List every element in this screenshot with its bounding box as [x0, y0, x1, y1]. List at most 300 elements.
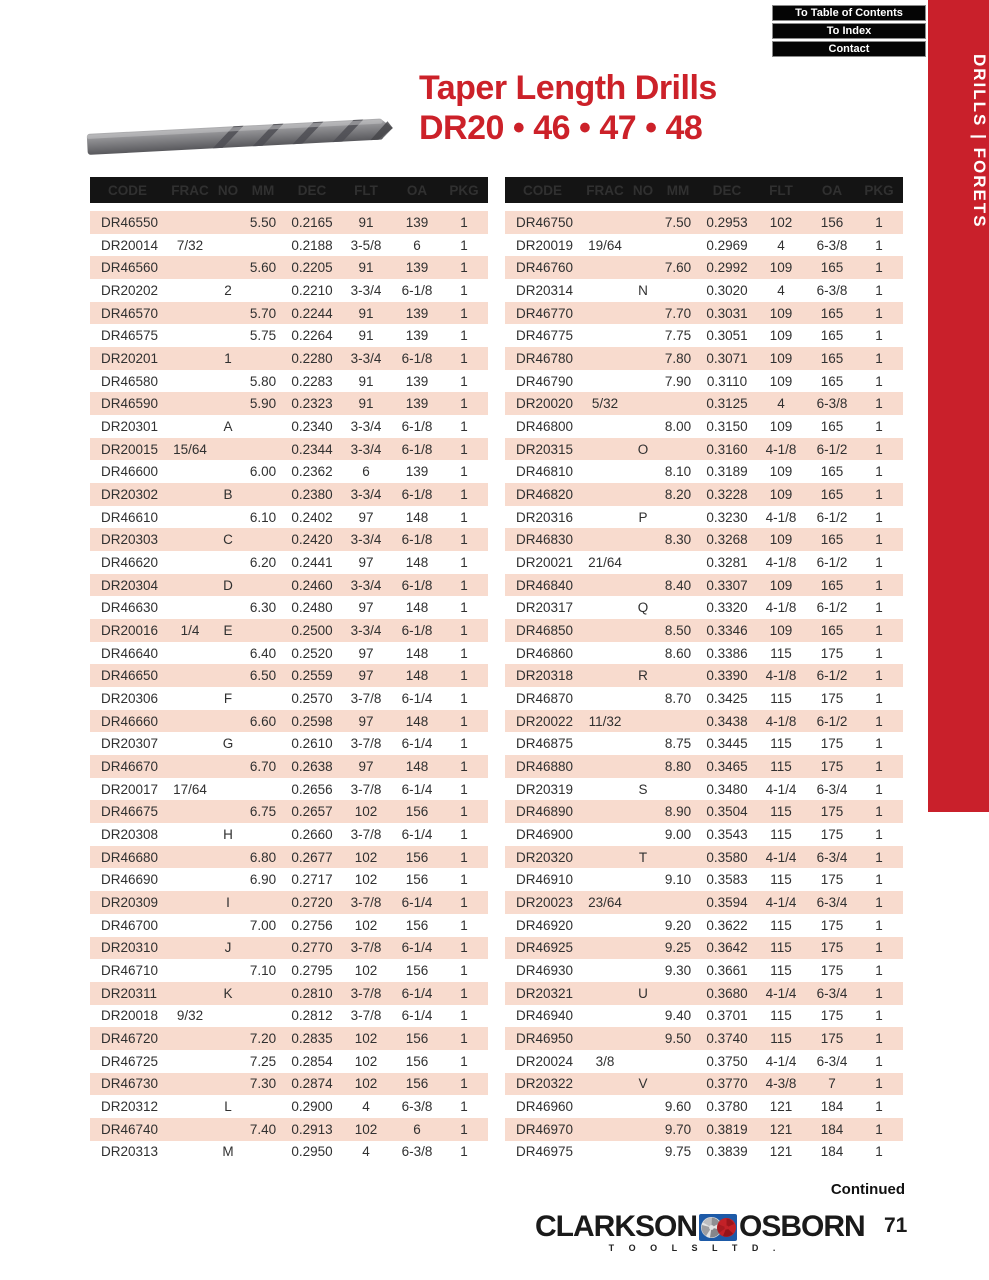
- table-cell: 175: [820, 1008, 844, 1024]
- table-row: [90, 1118, 488, 1141]
- table-cell: 3-3/4: [350, 441, 382, 457]
- table-cell: 97: [358, 668, 374, 684]
- table-cell: 19/64: [588, 237, 622, 253]
- table-cell: 0.2264: [291, 328, 333, 344]
- table-cell: 1: [875, 237, 883, 253]
- table-cell: 6-1/4: [401, 894, 433, 910]
- table-cell: 7.70: [664, 305, 692, 321]
- table-cell: 6-3/8: [401, 1144, 433, 1160]
- table-cell: DR46650: [101, 668, 159, 684]
- table-cell: 115: [770, 917, 792, 933]
- table-cell: 9/32: [176, 1008, 204, 1024]
- table-cell: 0.3281: [706, 554, 748, 570]
- section-side-tab: [928, 0, 989, 812]
- column-header-mm: MM: [666, 182, 690, 198]
- table-cell: 0.2402: [291, 509, 333, 525]
- table-cell: DR46760: [516, 260, 574, 276]
- table-cell: 6.40: [249, 645, 277, 661]
- table-cell: 6-1/8: [401, 350, 433, 366]
- table-cell: 8.60: [664, 645, 692, 661]
- table-cell: 7.90: [664, 373, 692, 389]
- table-cell: 0.3445: [706, 736, 748, 752]
- table-cell: 0.3320: [706, 600, 748, 616]
- table-row: [90, 528, 488, 551]
- table-cell: 175: [820, 645, 844, 661]
- table-cell: V: [638, 1076, 648, 1092]
- table-cell: 1: [875, 1076, 883, 1092]
- table-row: [505, 1005, 903, 1028]
- table-cell: 165: [820, 373, 844, 389]
- table-row: [505, 664, 903, 687]
- table-cell: 0.2460: [291, 577, 333, 593]
- table-cell: 3-3/4: [350, 577, 382, 593]
- table-cell: 7.40: [249, 1121, 277, 1137]
- table-cell: 0.2344: [291, 441, 333, 457]
- table-cell: 3/8: [595, 1053, 615, 1069]
- table-row: [90, 937, 488, 960]
- table-cell: 0.2420: [291, 532, 333, 548]
- table-cell: DR20321: [516, 985, 574, 1001]
- table-cell: 1: [875, 464, 883, 480]
- table-cell: DR46800: [516, 418, 574, 434]
- table-cell: 1: [875, 872, 883, 888]
- table-row: [90, 234, 488, 257]
- table-cell: 6-3/8: [816, 396, 848, 412]
- table-row: [505, 574, 903, 597]
- table-cell: 7.10: [249, 963, 277, 978]
- table-cell: 102: [354, 1031, 378, 1047]
- table-row: [505, 1118, 903, 1141]
- table-cell: DR46740: [101, 1121, 159, 1137]
- table-cell: 7.20: [249, 1031, 277, 1047]
- table-cell: DR20322: [516, 1076, 574, 1092]
- table-cell: 1: [460, 1076, 468, 1092]
- table-cell: DR46820: [516, 486, 574, 502]
- table-cell: 4: [777, 396, 785, 412]
- table-cell: 6: [362, 464, 370, 480]
- table-cell: 8.70: [664, 690, 692, 706]
- table-cell: J: [224, 940, 232, 956]
- table-cell: DR20301: [101, 418, 159, 434]
- table-cell: 139: [405, 396, 429, 412]
- table-cell: 9.00: [664, 826, 692, 842]
- table-row: [90, 211, 488, 234]
- table-cell: 109: [769, 328, 793, 344]
- table-cell: 6-1/2: [816, 668, 848, 684]
- table-cell: 4-1/4: [765, 985, 797, 1001]
- table-cell: 9.40: [664, 1008, 692, 1024]
- table-cell: 1: [460, 917, 468, 933]
- table-cell: 5.50: [249, 214, 277, 230]
- table-cell: 6: [413, 1121, 421, 1137]
- table-cell: 7: [828, 1076, 836, 1092]
- table-cell: 1: [460, 622, 468, 638]
- table-row: [90, 347, 488, 370]
- table-cell: 1: [460, 373, 468, 389]
- table-cell: 1: [460, 214, 468, 230]
- table-cell: 4-1/8: [765, 713, 797, 729]
- table-row: [90, 914, 488, 937]
- table-header-spacer: [505, 203, 903, 211]
- table-cell: S: [638, 781, 648, 797]
- table-row: [505, 846, 903, 869]
- table-cell: 0.3622: [706, 917, 748, 933]
- table-cell: DR20315: [516, 441, 574, 457]
- table-row: [90, 574, 488, 597]
- section-label: DRILLS | FORETS: [970, 54, 989, 229]
- table-cell: DR46790: [516, 373, 574, 389]
- table-cell: 9.50: [664, 1031, 692, 1047]
- table-cell: 0.2992: [706, 260, 748, 276]
- table-cell: 1: [460, 418, 468, 434]
- table-cell: 3-7/8: [350, 690, 382, 706]
- table-cell: 6.90: [249, 872, 277, 888]
- table-cell: 4-1/4: [765, 849, 797, 865]
- table-cell: 148: [405, 758, 429, 774]
- table-cell: 1: [460, 486, 468, 502]
- table-cell: 121: [769, 1144, 793, 1160]
- table-cell: 0.3680: [706, 985, 748, 1001]
- table-row: [90, 846, 488, 869]
- table-cell: 6-1/2: [816, 600, 848, 616]
- table-cell: 148: [405, 509, 429, 525]
- table-cell: B: [223, 486, 233, 502]
- table-row: [90, 732, 488, 755]
- table-cell: 0.2559: [291, 668, 333, 684]
- table-row: [90, 891, 488, 914]
- table-cell: 0.3780: [706, 1099, 748, 1115]
- table-cell: 91: [358, 214, 374, 230]
- table-cell: DR20020: [516, 396, 574, 412]
- table-cell: 0.2441: [291, 554, 333, 570]
- table-cell: 1: [875, 600, 883, 616]
- table-cell: DR20014: [101, 237, 159, 253]
- table-row: [505, 506, 903, 529]
- table-cell: 121: [769, 1121, 793, 1137]
- table-cell: DR20024: [516, 1053, 574, 1069]
- contact-button[interactable]: Contact: [772, 41, 926, 57]
- table-row: [90, 1005, 488, 1028]
- table-cell: 1: [460, 1008, 468, 1024]
- table-cell: 0.3031: [706, 305, 748, 321]
- table-cell: 156: [405, 963, 429, 978]
- table-cell: 1: [460, 645, 468, 661]
- table-row: [505, 596, 903, 619]
- table-cell: 1: [460, 441, 468, 457]
- table-cell: 1: [460, 1099, 468, 1115]
- table-cell: DR20017: [101, 781, 159, 797]
- table-cell: 6.70: [249, 758, 277, 774]
- table-row: [90, 438, 488, 461]
- table-cell: DR46600: [101, 464, 159, 480]
- table-cell: 1: [875, 577, 883, 593]
- table-cell: 8.10: [664, 464, 692, 480]
- drill-table-left: [90, 177, 488, 1163]
- table-cell: 165: [820, 486, 844, 502]
- table-row: [505, 460, 903, 483]
- table-cell: 139: [405, 214, 429, 230]
- table-cell: 1: [875, 645, 883, 661]
- table-cell: 3-3/4: [350, 350, 382, 366]
- table-cell: 0.2205: [291, 260, 333, 276]
- table-cell: 139: [405, 373, 429, 389]
- table-cell: DR46930: [516, 963, 574, 978]
- to-table-of-contents-button[interactable]: To Table of Contents: [772, 5, 926, 21]
- table-cell: 115: [770, 940, 792, 956]
- table-cell: 0.3110: [706, 373, 748, 389]
- table-row: [90, 800, 488, 823]
- page-title-line1: Taper Length Drills: [419, 69, 717, 107]
- table-cell: 1: [460, 804, 468, 820]
- table-cell: 6-1/4: [401, 985, 433, 1001]
- column-header-flt: FLT: [769, 182, 793, 198]
- table-cell: DR46620: [101, 554, 159, 570]
- table-cell: 1: [460, 600, 468, 616]
- table-row: [90, 1027, 488, 1050]
- table-row: [505, 914, 903, 937]
- table-cell: DR46675: [101, 804, 159, 820]
- table-cell: 175: [820, 758, 844, 774]
- table-cell: 0.3386: [706, 645, 748, 661]
- column-header-flt: FLT: [354, 182, 378, 198]
- drill-table-right: [505, 177, 903, 1163]
- table-cell: 1: [875, 305, 883, 321]
- table-cell: 0.3465: [706, 758, 748, 774]
- column-header-no: NO: [632, 182, 654, 198]
- table-cell: 6-1/8: [401, 622, 433, 638]
- table-cell: 1: [875, 781, 883, 797]
- table-cell: 0.2950: [291, 1144, 333, 1160]
- table-row: [505, 1073, 903, 1096]
- table-cell: 0.3189: [706, 464, 748, 480]
- table-cell: 1: [875, 758, 883, 774]
- table-cell: 109: [769, 305, 793, 321]
- table-cell: 4-1/8: [765, 600, 797, 616]
- table-cell: 7/32: [176, 237, 204, 253]
- table-cell: DR46725: [101, 1053, 159, 1069]
- table-cell: 6.75: [249, 804, 277, 820]
- table-cell: 1: [460, 509, 468, 525]
- brand-logo: [535, 1210, 865, 1244]
- table-cell: 0.2810: [291, 985, 333, 1001]
- table-cell: 5.90: [249, 396, 277, 412]
- table-cell: 6-1/8: [401, 418, 433, 434]
- table-row: [505, 256, 903, 279]
- table-cell: 1: [460, 985, 468, 1001]
- table-cell: 1: [460, 894, 468, 910]
- table-cell: 0.3480: [706, 781, 748, 797]
- table-cell: 0.3230: [706, 509, 748, 525]
- table-cell: 139: [405, 464, 429, 480]
- table-cell: 1: [875, 1099, 883, 1115]
- table-cell: DR46940: [516, 1008, 574, 1024]
- table-cell: 3-7/8: [350, 781, 382, 797]
- table-cell: 1: [460, 713, 468, 729]
- table-cell: 6-3/4: [816, 1053, 848, 1069]
- table-cell: 1: [460, 260, 468, 276]
- column-header-oa: OA: [821, 182, 843, 198]
- table-cell: DR46670: [101, 758, 159, 774]
- table-cell: 1: [875, 486, 883, 502]
- table-cell: 0.2874: [291, 1076, 333, 1092]
- table-cell: 1: [460, 554, 468, 570]
- table-row: [90, 415, 488, 438]
- table-cell: 6-1/4: [401, 736, 433, 752]
- table-cell: 0.2770: [291, 940, 333, 956]
- table-cell: DR46680: [101, 849, 159, 865]
- table-cell: 1: [460, 532, 468, 548]
- table-row: [505, 1050, 903, 1073]
- table-cell: 1: [460, 849, 468, 865]
- table-cell: DR46610: [101, 509, 159, 525]
- table-cell: M: [222, 1144, 234, 1160]
- table-cell: DR20313: [101, 1144, 159, 1160]
- table-cell: 165: [820, 305, 844, 321]
- table-cell: 175: [820, 872, 844, 888]
- brand-tools-ltd-text: T O O L S L T D .: [608, 1243, 782, 1253]
- drill-bit-image: [84, 102, 394, 164]
- table-header-row: [505, 177, 903, 203]
- table-cell: 1: [460, 1053, 468, 1069]
- table-cell: 7.25: [249, 1053, 277, 1069]
- table-cell: 9.75: [664, 1144, 692, 1160]
- table-cell: 3-3/4: [350, 622, 382, 638]
- table-row: [505, 324, 903, 347]
- table-cell: 0.2854: [291, 1053, 333, 1069]
- table-cell: 148: [405, 600, 429, 616]
- table-cell: Q: [637, 600, 649, 616]
- table-header-row: [90, 177, 488, 203]
- table-row: [90, 642, 488, 665]
- table-row: [505, 347, 903, 370]
- table-cell: 1: [875, 1053, 883, 1069]
- table-cell: E: [223, 622, 233, 638]
- table-cell: 0.2340: [291, 418, 333, 434]
- table-cell: 148: [405, 668, 429, 684]
- table-cell: 7.30: [249, 1076, 277, 1092]
- table-cell: DR46840: [516, 577, 574, 593]
- table-cell: DR20310: [101, 940, 159, 956]
- table-row: [90, 755, 488, 778]
- table-cell: 165: [820, 577, 844, 593]
- table-cell: 148: [405, 554, 429, 570]
- table-cell: N: [638, 282, 648, 298]
- column-header-code: CODE: [107, 182, 147, 198]
- table-cell: 0.2835: [291, 1031, 333, 1047]
- table-cell: DR46960: [516, 1099, 574, 1115]
- table-cell: DR46950: [516, 1031, 574, 1047]
- table-cell: 0.2380: [291, 486, 333, 502]
- table-cell: 6-1/2: [816, 441, 848, 457]
- table-cell: 139: [405, 305, 429, 321]
- table-cell: 3-3/4: [350, 486, 382, 502]
- to-index-button[interactable]: To Index: [772, 23, 926, 39]
- table-row: [90, 324, 488, 347]
- table-cell: 175: [820, 804, 844, 820]
- table-cell: 4-1/8: [765, 441, 797, 457]
- table-cell: DR20303: [101, 532, 159, 548]
- table-cell: DR46830: [516, 532, 574, 548]
- table-cell: 156: [405, 1053, 429, 1069]
- table-cell: 0.3228: [706, 486, 748, 502]
- table-cell: 1: [460, 736, 468, 752]
- table-cell: 165: [820, 464, 844, 480]
- table-cell: 0.2969: [706, 237, 748, 253]
- page-title: [419, 68, 717, 148]
- table-cell: 4: [362, 1099, 370, 1115]
- table-cell: DR46860: [516, 645, 574, 661]
- table-cell: 184: [820, 1121, 844, 1137]
- table-cell: 0.2188: [291, 237, 333, 253]
- table-row: [90, 460, 488, 483]
- table-cell: 0.3051: [706, 328, 748, 344]
- table-cell: 175: [820, 1031, 844, 1047]
- table-cell: 0.3770: [706, 1076, 748, 1092]
- table-cell: 109: [769, 418, 793, 434]
- page-number: 71: [884, 1214, 908, 1237]
- table-cell: 6-1/8: [401, 486, 433, 502]
- table-cell: 102: [354, 872, 378, 888]
- table-cell: 6-3/4: [816, 894, 848, 910]
- table-row: [505, 778, 903, 801]
- table-row: [90, 370, 488, 393]
- table-cell: 3-5/8: [350, 237, 382, 253]
- table-cell: 0.3504: [706, 804, 748, 820]
- table-cell: O: [637, 441, 649, 457]
- table-row: [90, 256, 488, 279]
- table-row: [90, 596, 488, 619]
- table-cell: 0.3740: [706, 1031, 748, 1047]
- table-cell: 6-1/4: [401, 781, 433, 797]
- table-cell: DR46750: [516, 214, 574, 230]
- table-cell: 1: [875, 963, 883, 978]
- table-cell: DR46880: [516, 758, 574, 774]
- table-cell: 1: [460, 872, 468, 888]
- table-cell: 115: [770, 645, 792, 661]
- table-cell: 165: [820, 418, 844, 434]
- table-cell: 23/64: [588, 894, 622, 910]
- table-cell: 139: [405, 260, 429, 276]
- table-cell: DR46850: [516, 622, 574, 638]
- brand-osborn-text: OSBORN: [739, 1210, 865, 1243]
- table-cell: 0.2323: [291, 396, 333, 412]
- table-row: [505, 528, 903, 551]
- table-cell: 4-1/8: [765, 509, 797, 525]
- table-cell: 3-7/8: [350, 826, 382, 842]
- table-cell: 0.2756: [291, 917, 333, 933]
- table-cell: 0.3425: [706, 690, 748, 706]
- table-row: [505, 800, 903, 823]
- table-row: [90, 823, 488, 846]
- column-header-code: CODE: [522, 182, 562, 198]
- table-cell: 1: [460, 690, 468, 706]
- table-cell: DR46890: [516, 804, 574, 820]
- column-header-dec: DEC: [712, 182, 742, 198]
- table-row: [90, 619, 488, 642]
- table-cell: 7.00: [249, 917, 277, 933]
- table-cell: DR46920: [516, 917, 574, 933]
- table-cell: 97: [358, 713, 374, 729]
- table-cell: 0.2717: [291, 872, 333, 888]
- table-cell: 3-7/8: [350, 985, 382, 1001]
- table-cell: DR46660: [101, 713, 159, 729]
- table-cell: 1: [460, 237, 468, 253]
- table-cell: 175: [820, 963, 844, 978]
- table-cell: 0.2657: [291, 804, 333, 820]
- table-cell: DR20022: [516, 713, 574, 729]
- table-cell: 184: [820, 1144, 844, 1160]
- table-cell: 6.10: [249, 509, 277, 525]
